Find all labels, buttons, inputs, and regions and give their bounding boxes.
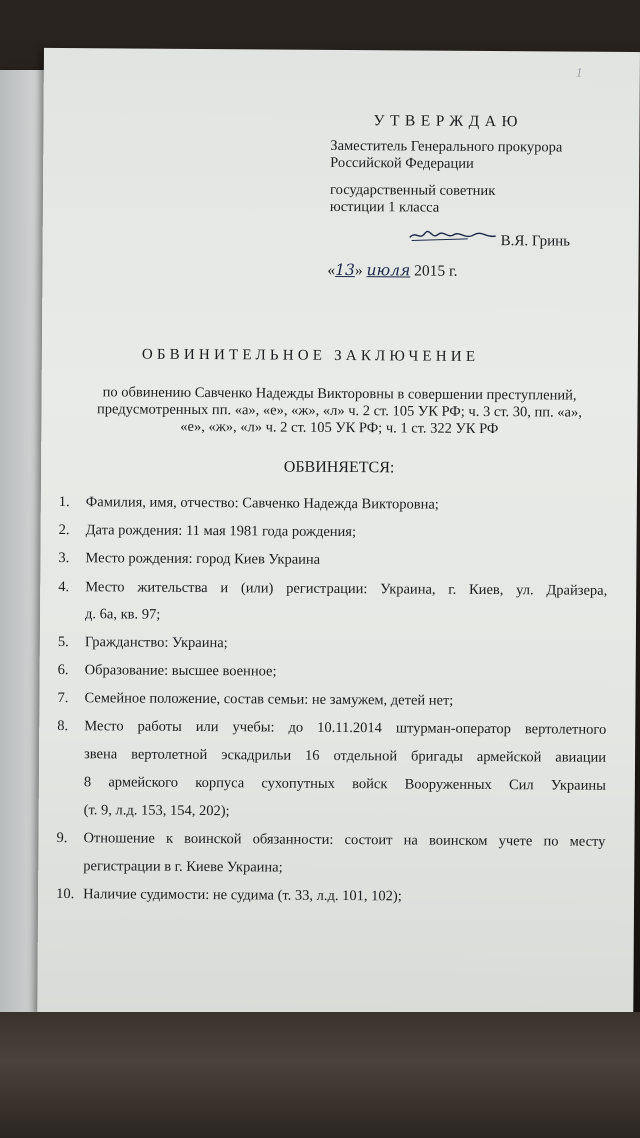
list-item — [58, 550, 611, 568]
item-text: Гражданство: Украина; — [84, 634, 228, 652]
subject-line: по обвинению Савченко Надежды Викторовны в совершении преступлений, — [102, 384, 577, 404]
handwritten-signature — [408, 228, 498, 243]
item-text: Место рождения: город Киев Украина — [85, 550, 321, 568]
signatory-name: В.Я. Гринь — [500, 233, 571, 250]
fabric-background — [0, 1012, 640, 1138]
date-day: 13 — [335, 260, 356, 280]
item-number: 8. — [57, 718, 69, 735]
item-number: 1. — [58, 494, 70, 511]
date-close-quote: » — [354, 262, 363, 280]
approval-heading: УТВЕРЖДАЮ — [373, 112, 523, 131]
item-text: Семейное положение, состав семьи: не замужем, детей нет; — [84, 690, 454, 709]
accused-heading: ОБВИНЯЕТСЯ: — [283, 458, 395, 477]
list-item-continuation — [57, 774, 609, 794]
item-text: Отношение к воинской обязанности: состоит на воинском учете по месту — [83, 830, 606, 850]
subject-line: предусмотренных пп. «а», «е», «ж», «л» ч. 2 ст. 105 УК РФ; ч. 3 ст. 30, пп. «а», — [97, 401, 582, 421]
item-text: звена вертолетной эскадрильи 16 отдельной бригады армейской авиации — [84, 746, 607, 766]
item-number: 10. — [56, 886, 75, 903]
item-text: 8 армейского корпуса сухопутных войск Вооруженных Сил Украины — [83, 774, 606, 794]
date-year: 2015 г. — [414, 262, 458, 280]
list-item — [57, 662, 610, 680]
approval-block — [44, 48, 640, 280]
document-page — [37, 48, 640, 1017]
item-text-continuation: регистрации в г. Киеве Украина; — [83, 858, 283, 876]
item-text-continuation: д. 6а, кв. 97; — [84, 606, 161, 623]
approval-date — [327, 261, 457, 281]
item-number: 5. — [57, 634, 69, 651]
page-number: 1 — [575, 64, 583, 80]
document-title: ОБВИНИТЕЛЬНОЕ ЗАКЛЮЧЕНИЕ — [141, 346, 480, 365]
item-text: Наличие судимости: не судима (т. 33, л.д. 101, 102); — [83, 886, 402, 905]
item-number: 6. — [57, 662, 69, 679]
list-item — [56, 830, 609, 850]
approver-position-line-2: Российской Федерации — [330, 154, 474, 172]
list-item-continuation — [57, 746, 609, 766]
list-item — [57, 634, 610, 652]
list-item — [58, 579, 610, 599]
item-number: 3. — [58, 550, 70, 567]
approver-rank-line-1: государственный советник — [329, 181, 496, 200]
list-item — [57, 690, 610, 709]
approver-rank-line-2: юстиции 1 класса — [329, 198, 440, 216]
item-text: Дата рождения: 11 мая 1981 года рождения; — [85, 522, 357, 541]
item-number: 9. — [56, 830, 68, 847]
subject-line: «е», «ж», «л» ч. 2 ст. 105 УК РФ; ч. 1 ст. 322 УК РФ — [180, 418, 499, 438]
date-open-quote: « — [327, 261, 336, 279]
list-item — [58, 522, 611, 541]
date-month: июля — [366, 261, 411, 280]
list-item — [57, 718, 609, 738]
item-number: 2. — [58, 522, 70, 539]
list-item — [56, 886, 608, 905]
item-number: 4. — [58, 579, 70, 596]
item-text: Фамилия, имя, отчество: Савченко Надежда Викторовна; — [85, 494, 439, 513]
item-text-continuation: (т. 9, л.д. 153, 154, 202); — [83, 802, 230, 820]
item-text: Место работы или учебы: до 10.11.2014 штурман-оператор вертолетного — [84, 718, 607, 738]
item-text: Место жительства и (или) регистрации: Украина, г. Киев, ул. Драйзера, — [85, 579, 608, 599]
list-item — [58, 494, 611, 513]
item-number: 7. — [57, 690, 69, 707]
item-text: Образование: высшее военное; — [84, 662, 277, 680]
approver-position-line-1: Заместитель Генерального прокурора — [330, 137, 563, 156]
